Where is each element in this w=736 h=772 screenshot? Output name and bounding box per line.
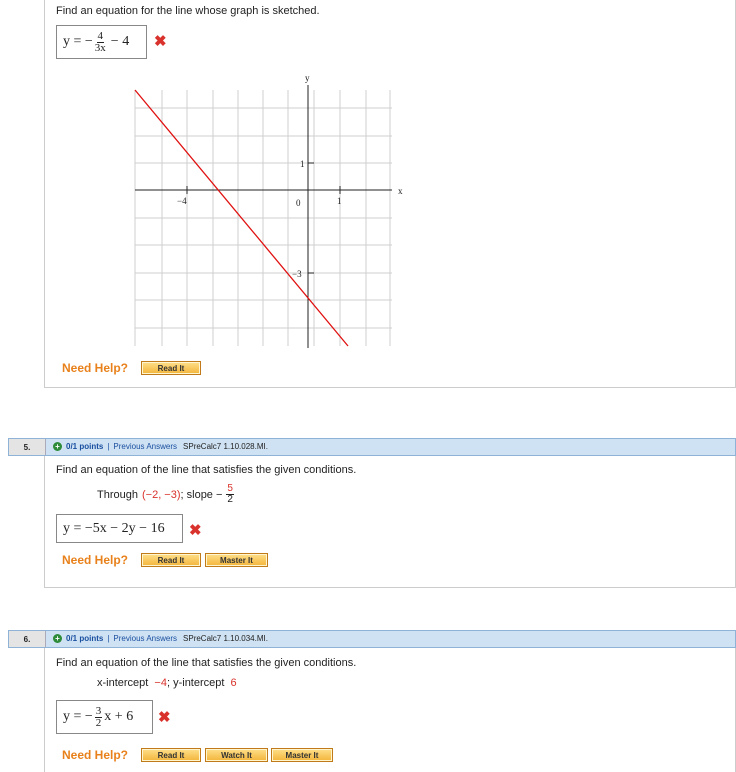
- q6-need-help-label: Need Help?: [62, 748, 129, 762]
- q6-header: [8, 630, 736, 648]
- q5-answer-box[interactable]: [56, 514, 183, 543]
- q5-header: [8, 438, 736, 456]
- q4-answer-rest: − 4: [110, 34, 130, 49]
- q4-y-axis-label: y: [305, 73, 310, 83]
- q5-master-it-button[interactable]: Master It: [205, 553, 268, 567]
- q6-xint-value: −4: [154, 677, 167, 689]
- q5-prompt: Find an equation of the line that satisfies the given conditions.: [56, 464, 357, 476]
- q5-source: SPreCalc7 1.10.028.MI.: [183, 442, 268, 451]
- q6-previous-answers-link[interactable]: Previous Answers: [113, 634, 178, 643]
- q6-answer-fraction: [95, 706, 103, 729]
- q5-number: 5.: [9, 439, 46, 455]
- q5-points: 0/1 points: [66, 442, 104, 451]
- q5-previous-answers-link[interactable]: Previous Answers: [113, 442, 178, 451]
- q6-wrong-icon: ✖: [158, 709, 171, 726]
- q5-need-help-label: Need Help?: [62, 553, 129, 567]
- q4-answer-numerator: 4: [97, 29, 104, 42]
- q6-number: 6.: [9, 631, 46, 647]
- q4-need-help-label: Need Help?: [62, 361, 129, 375]
- q6-prompt: Find an equation of the line that satisfies the given conditions.: [56, 657, 357, 669]
- q4-answer-fraction: [95, 31, 106, 54]
- q6-points: 0/1 points: [66, 634, 104, 643]
- q4-tick-x-0: 0: [296, 198, 301, 208]
- q4-tick-y-1: 1: [300, 159, 305, 169]
- q4-read-it-button[interactable]: Read It: [141, 361, 201, 375]
- q6-master-it-button[interactable]: Master It: [271, 748, 333, 762]
- q5-slope-numerator: 5: [227, 483, 233, 494]
- q5-slope-denominator: 2: [227, 494, 233, 505]
- q6-watch-it-button[interactable]: Watch It: [205, 748, 268, 762]
- q6-separator: |: [107, 634, 110, 643]
- q4-wrong-icon: ✖: [154, 33, 167, 50]
- q6-answer-rest: x + 6: [104, 709, 134, 724]
- q4-tick-x-neg4: −4: [177, 196, 187, 206]
- q6-yint-label: ; y-intercept: [166, 677, 225, 689]
- q6-answer-lhs: y = −: [63, 709, 93, 724]
- q6-answer-numerator: 3: [95, 704, 102, 717]
- q5-through-point: (−2, −3): [141, 488, 181, 501]
- q5-through-label: Through: [97, 488, 138, 501]
- q5-answer: y = −5x − 2y − 16: [63, 520, 165, 536]
- q4-tick-x-1: 1: [337, 196, 342, 206]
- q4-graph-grid: [135, 90, 392, 346]
- q6-answer-denominator: 2: [95, 716, 102, 729]
- q4-answer-box[interactable]: [56, 25, 147, 59]
- q5-wrong-icon: ✖: [189, 522, 202, 539]
- q4-x-axis-label: x: [398, 186, 403, 196]
- q4-prompt: Find an equation for the line whose graph is sketched.: [56, 5, 320, 17]
- q5-meta: [53, 442, 268, 451]
- q6-yint-value: 6: [230, 677, 237, 689]
- q4-answer-lhs: y = −: [63, 34, 93, 49]
- q5-slope-fraction: [226, 484, 234, 505]
- q6-meta: [53, 634, 268, 643]
- q6-answer-box[interactable]: [56, 700, 153, 734]
- q4-graph: [120, 70, 420, 352]
- q6-conditions: [97, 677, 237, 689]
- q6-xint-label: x-intercept: [97, 677, 149, 689]
- q5-read-it-button[interactable]: Read It: [141, 553, 201, 567]
- q4-answer-denominator: 3x: [94, 41, 106, 54]
- q5-points-plus-icon: +: [53, 442, 62, 451]
- q5-slope-label: ; slope −: [180, 488, 223, 501]
- q5-conditions: [97, 484, 236, 505]
- q5-separator: |: [107, 442, 110, 451]
- q6-points-plus-icon: +: [53, 634, 62, 643]
- q6-read-it-button[interactable]: Read It: [141, 748, 201, 762]
- q4-tick-y-neg3: −3: [292, 269, 302, 279]
- q6-source: SPreCalc7 1.10.034.MI.: [183, 634, 268, 643]
